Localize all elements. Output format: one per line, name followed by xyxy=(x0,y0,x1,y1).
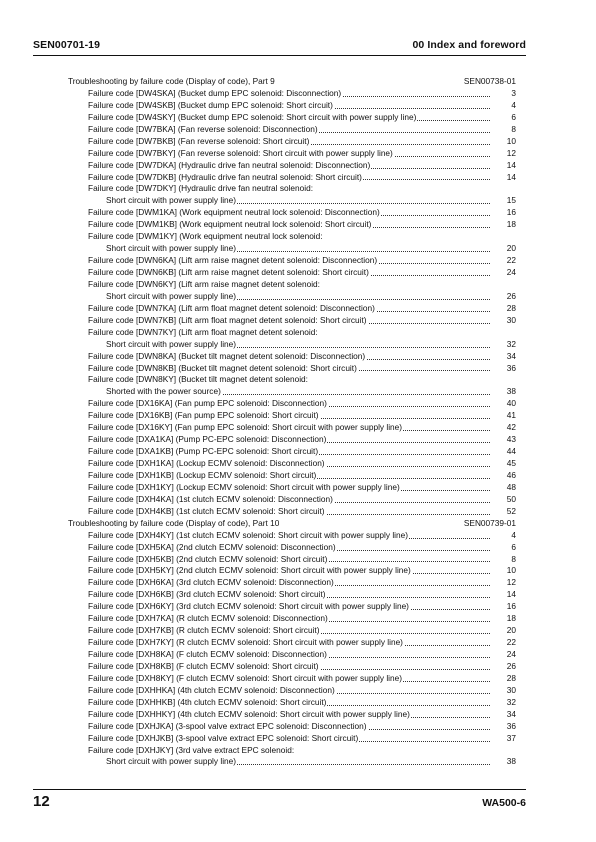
toc-page-number: 46 xyxy=(506,469,516,480)
toc-page-number: 8 xyxy=(511,553,516,564)
toc-page-number: 40 xyxy=(506,398,516,409)
toc-page-number: 14 xyxy=(506,589,516,600)
toc-page-number: 12 xyxy=(506,577,516,588)
toc-entry xyxy=(88,303,516,315)
toc-entry-text: Failure code [DXHJKB] (3-spool valve extract EPC solenoid: Short circuit) xyxy=(88,732,359,743)
toc-page-number: 3 xyxy=(511,87,516,98)
toc-entry xyxy=(88,482,516,494)
toc-entry xyxy=(88,160,516,172)
toc-entry-text: Failure code [DXH7KA] (R clutch ECMV solenoid: Disconnection) xyxy=(88,613,328,624)
toc-entry xyxy=(88,458,516,470)
toc-page-number: 42 xyxy=(506,422,516,433)
toc-entry xyxy=(88,601,516,613)
toc-entry-continuation xyxy=(106,386,516,398)
toc-section-ref: SEN00739-01 xyxy=(460,518,516,530)
toc-entry-text: Failure code [DXH5KB] (2nd clutch ECMV solenoid: Short circuit) xyxy=(88,553,328,564)
toc-entry xyxy=(88,315,516,327)
toc-page-number: 30 xyxy=(506,314,516,325)
section-title: 00 Index and foreword xyxy=(412,39,526,51)
toc-entry xyxy=(88,733,516,745)
toc-page-number: 41 xyxy=(506,410,516,421)
header-rule xyxy=(33,55,526,56)
toc-entry-text: Failure code [DXH6KB] (3rd clutch ECMV solenoid: Short circuit) xyxy=(88,589,326,600)
toc-page-number: 15 xyxy=(506,195,516,206)
toc-entry-text: Short circuit with power supply line) xyxy=(106,756,237,767)
toc-entry-text: Failure code [DWN7KY] (Lift arm float magnet detent solenoid: xyxy=(88,326,318,337)
toc-entry xyxy=(88,673,516,685)
toc-entry-text: Failure code [DW7DKB] (Hydraulic drive fan neutral solenoid: Short circuit) xyxy=(88,171,362,182)
toc-entry xyxy=(88,219,516,231)
toc-entry-text: Short circuit with power supply line) xyxy=(106,243,237,254)
toc-entry-text: Failure code [DXH8KB] (F clutch ECMV solenoid: Short circuit) xyxy=(88,660,319,671)
toc-entry xyxy=(88,530,516,542)
toc-entry-text: Short circuit with power supply line) xyxy=(106,290,237,301)
toc-entry-text: Failure code [DW7BKA] (Fan reverse solenoid: Disconnection) xyxy=(88,123,318,134)
toc-page-number: 26 xyxy=(506,290,516,301)
toc-entry xyxy=(88,434,516,446)
toc-entry xyxy=(88,446,516,458)
toc-entry xyxy=(88,267,516,279)
toc-page-number: 50 xyxy=(506,493,516,504)
toc-entry-continuation xyxy=(106,243,516,255)
toc-entry xyxy=(88,542,516,554)
toc-page-number: 14 xyxy=(506,171,516,182)
toc-entry-text: Failure code [DXA1KB] (Pump PC-EPC solenoid: Short circuit) xyxy=(88,446,319,457)
toc-entry xyxy=(88,422,516,434)
footer-rule xyxy=(33,789,526,790)
toc-entry xyxy=(88,577,516,589)
toc-entry xyxy=(88,410,516,422)
toc-page-number: 20 xyxy=(506,243,516,254)
toc-page-number: 18 xyxy=(506,219,516,230)
toc-entry xyxy=(88,398,516,410)
model-name: WA500-6 xyxy=(482,797,526,809)
toc-entry xyxy=(88,88,516,100)
toc-page-number: 45 xyxy=(506,458,516,468)
toc-entry-text: Failure code [DX16KA] (Fan pump EPC solenoid: Disconnection) xyxy=(88,398,327,409)
toc-section-title: Troubleshooting by failure code (Display of code), Part 10 xyxy=(68,517,280,528)
toc-page-number: 4 xyxy=(511,529,516,540)
toc-entry-text: Failure code [DXHJKA] (3-spool valve extract EPC solenoid: Disconnection) xyxy=(88,720,367,731)
toc-entry-text: Failure code [DW4SKY] (Bucket dump EPC solenoid: Short circuit with power supply line) xyxy=(88,111,417,122)
toc-entry-text: Failure code [DWN8KB] (Bucket tilt magnet detent solenoid: Short circuit) xyxy=(88,362,357,373)
toc-entry xyxy=(88,124,516,136)
toc-entry xyxy=(88,721,516,733)
toc-page-number: 38 xyxy=(506,756,516,767)
toc-entry-text: Failure code [DXA1KA] (Pump PC-EPC solenoid: Disconnection) xyxy=(88,434,327,445)
toc-page-number: 24 xyxy=(506,267,516,277)
toc-entry xyxy=(88,207,516,219)
toc-entry xyxy=(88,661,516,673)
toc-entry-text: Failure code [DXHJKY] (3rd valve extract EPC solenoid: xyxy=(88,744,295,755)
toc-entry xyxy=(88,183,516,195)
toc-page-number: 32 xyxy=(506,696,516,707)
toc-entry xyxy=(88,327,516,339)
toc-entry-continuation xyxy=(106,195,516,207)
toc-page-number: 24 xyxy=(506,649,516,659)
toc-entry xyxy=(88,565,516,577)
toc-page-number: 16 xyxy=(506,207,516,218)
toc-page-number: 4 xyxy=(511,99,516,110)
toc-entry-text: Failure code [DXH8KY] (F clutch ECMV solenoid: Short circuit with power supply line) xyxy=(88,672,403,683)
toc-entry xyxy=(88,172,516,184)
toc-entry-text: Failure code [DWM1KY] (Work equipment neutral lock solenoid: xyxy=(88,231,323,242)
toc-entry-text: Failure code [DXHHKY] (4th clutch ECMV solenoid: Short circuit with power supply line) xyxy=(88,708,410,719)
toc-entry xyxy=(88,685,516,697)
toc-entry xyxy=(88,554,516,566)
toc-entry-text: Failure code [DWN6KA] (Lift arm raise magnet detent solenoid: Disconnection) xyxy=(88,255,378,266)
toc-entry-text: Failure code [DXH4KA] (1st clutch ECMV solenoid: Disconnection) xyxy=(88,493,333,504)
toc-page-number: 34 xyxy=(506,708,516,719)
toc-section-ref: SEN00738-01 xyxy=(460,76,516,88)
page-number: 12 xyxy=(33,793,50,810)
toc-page-number: 22 xyxy=(506,637,516,648)
toc-entry-text: Failure code [DXH1KB] (Lockup ECMV solenoid: Short circuit) xyxy=(88,469,317,480)
toc-entry xyxy=(88,470,516,482)
toc-page-number: 48 xyxy=(506,481,516,492)
toc-page-number: 26 xyxy=(506,660,516,671)
toc-entry-text: Failure code [DXHHKB] (4th clutch ECMV solenoid: Short circuit) xyxy=(88,696,327,707)
toc-entry xyxy=(88,506,516,518)
toc-page-number: 10 xyxy=(506,565,516,576)
toc-section-heading xyxy=(68,518,516,530)
toc-entry-text: Failure code [DWN8KY] (Bucket tilt magnet detent solenoid: xyxy=(88,374,308,385)
toc-page-number: 12 xyxy=(506,147,516,158)
toc-entry-text: Failure code [DXH7KY] (R clutch ECMV solenoid: Short circuit with power supply line) xyxy=(88,637,403,648)
toc-page-number: 20 xyxy=(506,625,516,636)
toc-entry-text: Failure code [DWM1KA] (Work equipment neutral lock solenoid: Disconnection) xyxy=(88,207,380,218)
toc-entry xyxy=(88,279,516,291)
toc-entry xyxy=(88,100,516,112)
toc-entry-text: Shorted with the power source) xyxy=(106,386,221,397)
toc-entry-text: Short circuit with power supply line) xyxy=(106,195,237,206)
toc-entry xyxy=(88,613,516,625)
toc-page-number: 37 xyxy=(506,732,516,743)
toc-entry xyxy=(88,649,516,661)
toc-entry xyxy=(88,255,516,267)
toc-entry-text: Failure code [DW7DKA] (Hydraulic drive fan neutral solenoid: Disconnection) xyxy=(88,159,371,170)
toc-page-number: 38 xyxy=(506,386,516,397)
toc-entry xyxy=(88,136,516,148)
toc-entry xyxy=(88,625,516,637)
toc-page-number: 8 xyxy=(511,123,516,134)
toc-page-number: 16 xyxy=(506,601,516,612)
toc-entry xyxy=(88,709,516,721)
toc-entry xyxy=(88,112,516,124)
toc-entry-text: Failure code [DXHHKA] (4th clutch ECMV solenoid: Disconnection) xyxy=(88,684,335,695)
toc-entry-text: Failure code [DXH5KY] (2nd clutch ECMV solenoid: Short circuit with power supply line) xyxy=(88,565,411,576)
toc-entry-text: Failure code [DXH4KB] (1st clutch ECMV solenoid: Short circuit) xyxy=(88,505,325,516)
toc-page-number: 30 xyxy=(506,684,516,695)
toc-entry-text: Failure code [DXH6KA] (3rd clutch ECMV solenoid: Disconnection) xyxy=(88,577,334,588)
toc-entry-continuation xyxy=(106,756,516,768)
toc-entry-text: Failure code [DXH1KA] (Lockup ECMV solenoid: Disconnection) xyxy=(88,458,325,468)
toc-page-number: 6 xyxy=(511,541,516,552)
toc-entry-text: Failure code [DX16KY] (Fan pump EPC solenoid: Short circuit with power supply line) xyxy=(88,422,403,433)
toc-entry-text: Failure code [DW4SKB] (Bucket dump EPC solenoid: Short circuit) xyxy=(88,99,333,110)
toc-page-number: 22 xyxy=(506,255,516,266)
toc-entry-text: Failure code [DXH5KA] (2nd clutch ECMV solenoid: Disconnection) xyxy=(88,541,336,552)
toc-page-number: 32 xyxy=(506,338,516,349)
toc-entry xyxy=(88,589,516,601)
toc-entry-continuation xyxy=(106,339,516,351)
toc-page-number: 14 xyxy=(506,159,516,170)
toc-entry-text: Failure code [DW7DKY] (Hydraulic drive fan neutral solenoid: xyxy=(88,183,314,194)
toc-entry xyxy=(88,231,516,243)
toc-entry xyxy=(88,351,516,363)
toc-entry-text: Failure code [DWM1KB] (Work equipment neutral lock solenoid: Short circuit) xyxy=(88,219,372,230)
toc-page-number: 28 xyxy=(506,302,516,313)
toc-page-number: 28 xyxy=(506,672,516,683)
toc-entry-text: Failure code [DWN6KB] (Lift arm raise magnet detent solenoid: Short circuit) xyxy=(88,267,369,277)
toc-entry xyxy=(88,148,516,160)
toc-entry-text: Failure code [DXH4KY] (1st clutch ECMV solenoid: Short circuit with power supply line) xyxy=(88,529,409,540)
toc-entry-text: Failure code [DXH8KA] (F clutch ECMV solenoid: Disconnection) xyxy=(88,649,327,659)
toc-entry xyxy=(88,697,516,709)
toc-entry xyxy=(88,494,516,506)
toc-page-number: 36 xyxy=(506,720,516,731)
toc-page-number: 18 xyxy=(506,613,516,624)
toc-page-number: 10 xyxy=(506,135,516,146)
toc-entry-text: Failure code [DXH1KY] (Lockup ECMV solenoid: Short circuit with power supply line) xyxy=(88,481,400,492)
toc-entry-text: Failure code [DXH6KY] (3rd clutch ECMV solenoid: Short circuit with power supply line) xyxy=(88,601,409,612)
toc-entry xyxy=(88,374,516,386)
toc-entry-text: Failure code [DWN6KY] (Lift arm raise magnet detent solenoid: xyxy=(88,278,320,289)
toc-entry-continuation xyxy=(106,291,516,303)
toc-entry-text: Failure code [DWN7KA] (Lift arm float magnet detent solenoid: Disconnection) xyxy=(88,302,375,313)
toc-section-title: Troubleshooting by failure code (Display of code), Part 9 xyxy=(68,76,275,86)
toc-page-number: 44 xyxy=(506,446,516,457)
document-code: SEN00701-19 xyxy=(33,39,101,51)
toc-entry-text: Failure code [DWN8KA] (Bucket tilt magnet detent solenoid: Disconnection) xyxy=(88,350,366,361)
table-of-contents xyxy=(68,76,516,768)
toc-page-number: 34 xyxy=(506,350,516,361)
toc-entry-text: Failure code [DW7BKY] (Fan reverse solenoid: Short circuit with power supply line) xyxy=(88,147,393,158)
toc-entry xyxy=(88,745,516,757)
toc-entry xyxy=(88,637,516,649)
toc-entry-text: Failure code [DXH7KB] (R clutch ECMV solenoid: Short circuit) xyxy=(88,625,320,636)
toc-entry-text: Short circuit with power supply line) xyxy=(106,338,237,349)
toc-page-number: 6 xyxy=(511,111,516,122)
toc-section-heading xyxy=(68,76,516,88)
toc-entry-text: Failure code [DW4SKA] (Bucket dump EPC solenoid: Disconnection) xyxy=(88,87,342,98)
toc-entry xyxy=(88,363,516,375)
toc-page-number: 36 xyxy=(506,362,516,373)
toc-entry-text: Failure code [DWN7KB] (Lift arm float magnet detent solenoid: Short circuit) xyxy=(88,314,367,325)
toc-page-number: 52 xyxy=(506,505,516,516)
toc-page-number: 43 xyxy=(506,434,516,445)
toc-entry-text: Failure code [DX16KB] (Fan pump EPC solenoid: Short circuit) xyxy=(88,410,319,421)
toc-entry-text: Failure code [DW7BKB] (Fan reverse solenoid: Short circuit) xyxy=(88,135,310,146)
